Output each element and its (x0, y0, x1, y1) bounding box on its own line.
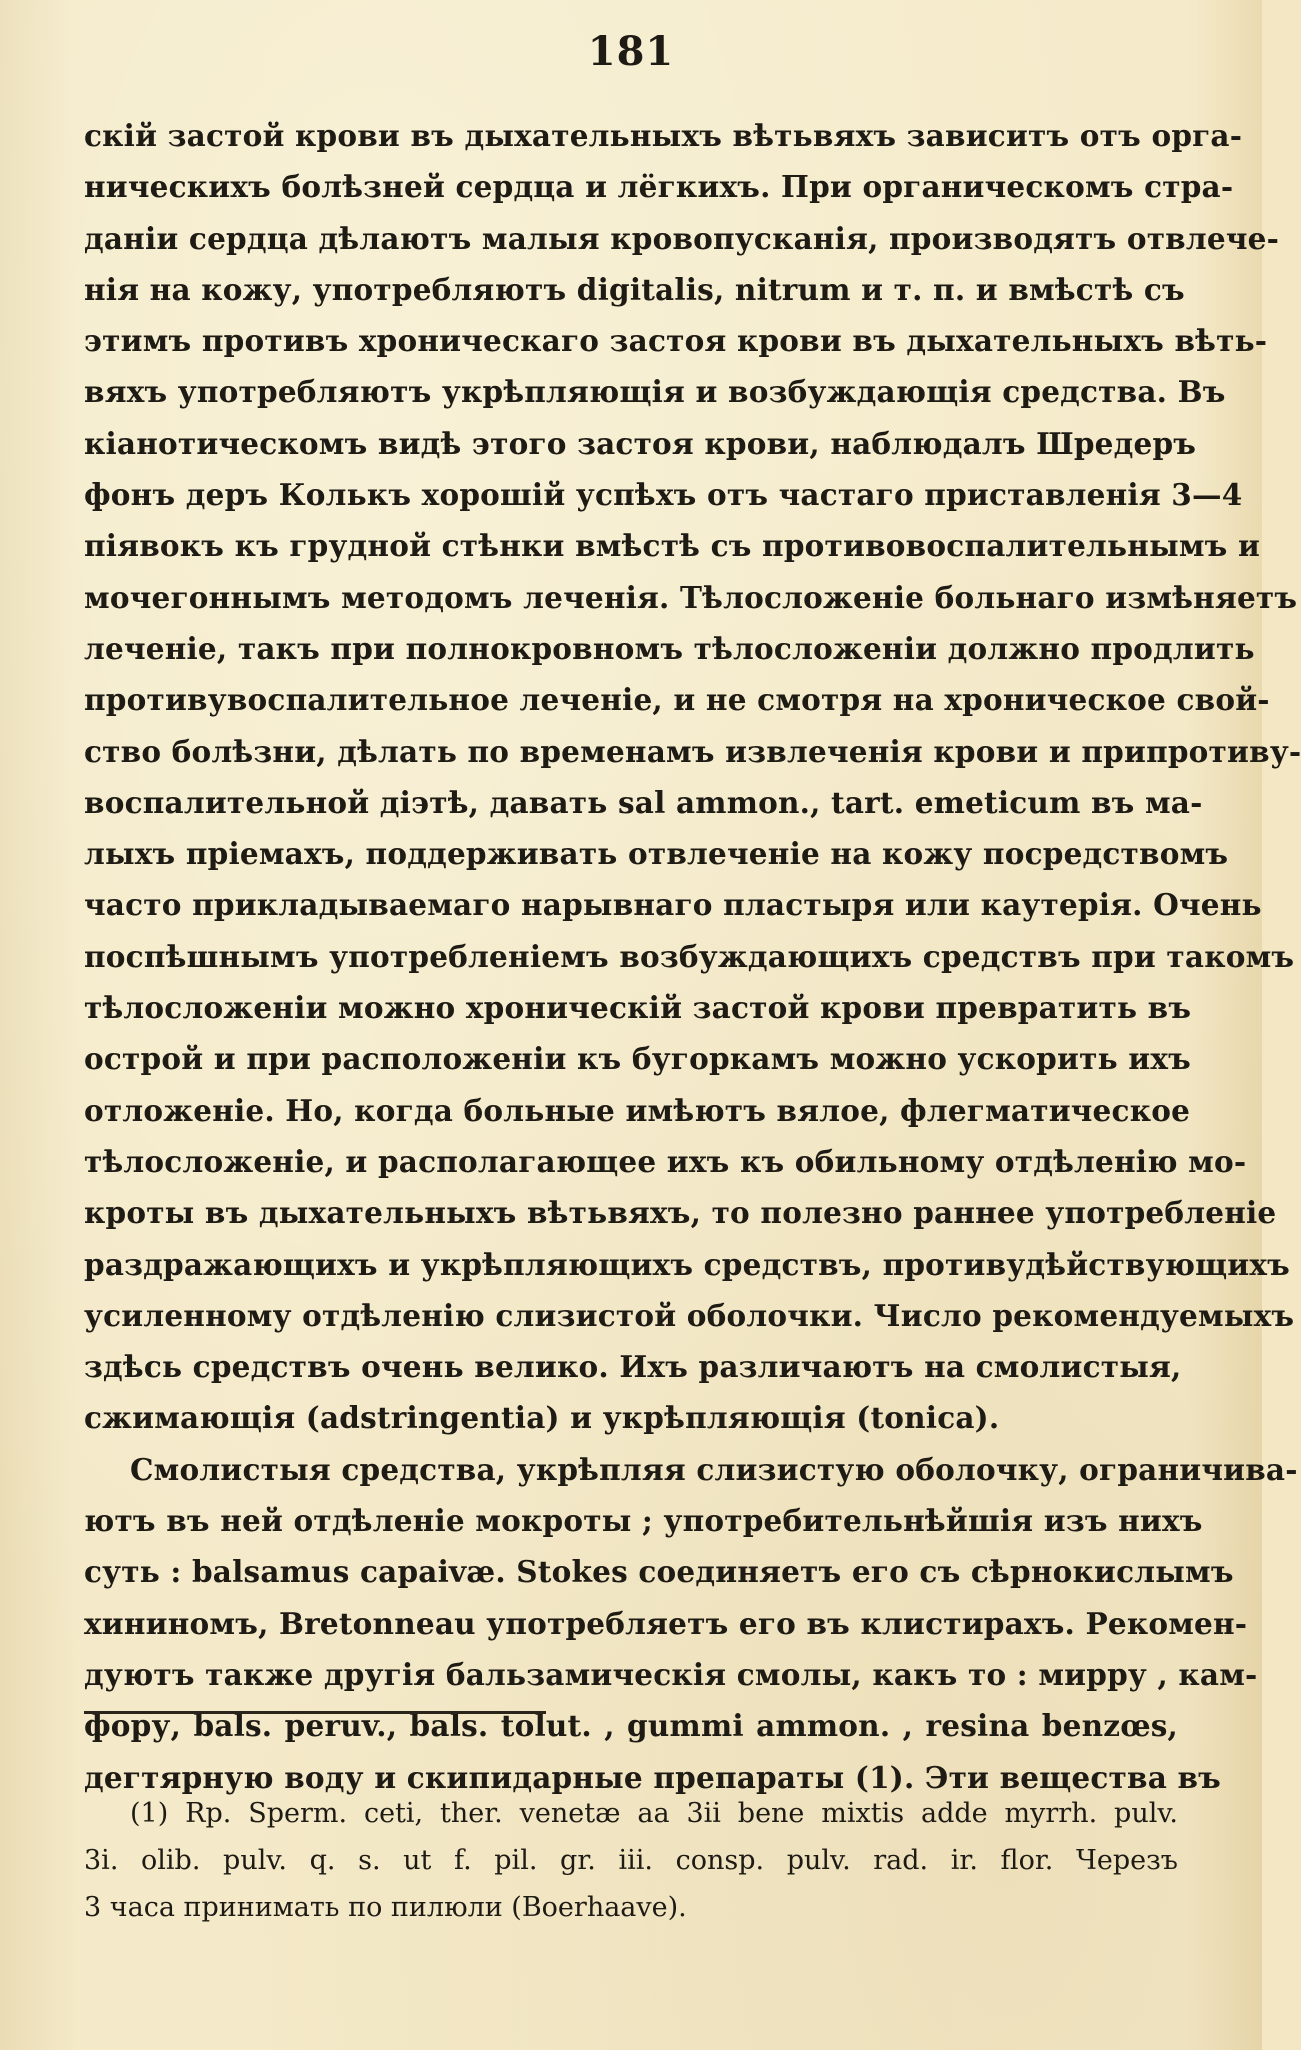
paragraph-start-line: Смолистыя средства, укрѣпляя слизистую оболочку, ограничива- (130, 1451, 1298, 1487)
footnote (84, 1790, 1178, 1931)
text-line: отложеніе. Но, когда больные имѣютъ вялое, флегматическое (84, 1092, 1191, 1128)
text-line: леченіе, такъ при полнокровномъ тѣлосложеніи должно продлить (84, 630, 1255, 666)
text-line: поспѣшнымъ употребленіемъ возбуждающихъ средствъ при такомъ (84, 938, 1295, 974)
footnote-divider (84, 1711, 546, 1714)
text-line: дуютъ также другія бальзамическія смолы, какъ то : мирру , кам- (84, 1656, 1258, 1692)
text-line: дегтярную воду и скипидарные препараты (1). Эти вещества въ (84, 1759, 1222, 1795)
text-line: раздражающихъ и укрѣпляющихъ средствъ, противудѣйствующихъ (84, 1246, 1290, 1282)
text-line: даніи сердца дѣлаютъ малыя кровопусканія, производятъ отвлече- (84, 220, 1280, 256)
footnote-line: 3 часа принимать по пилюли (Boerhaave). (84, 1892, 687, 1923)
page-number: 181 (587, 28, 675, 75)
text-line: суть : balsamus capaivæ. Stokes соединяетъ его съ сѣрнокислымъ (84, 1554, 1234, 1590)
text-line: скій застой крови въ дыхательныхъ вѣтьвяхъ зависитъ отъ орга- (84, 118, 1243, 153)
text-line: этимъ противъ хроническаго застоя крови въ дыхательныхъ вѣть- (84, 323, 1268, 359)
text-line: ютъ въ ней отдѣленіе мокроты ; употребительнѣйшія изъ нихъ (84, 1503, 1203, 1539)
text-line: нія на кожу, употребляютъ digitalis, nitrum и т. п. и вмѣстѣ съ (84, 271, 1185, 307)
text-line: мочегоннымъ методомъ леченія. Тѣлосложеніе больнаго измѣняетъ (84, 579, 1298, 615)
text-line: вяхъ употребляютъ укрѣпляющія и возбуждающія средства. Въ (84, 374, 1226, 410)
main-text (84, 110, 1301, 1803)
footnote-line: 3i. olib. pulv. q. s. ut f. pil. gr. iii. consp. pulv. rad. ir. flor. Черезъ (84, 1845, 1178, 1876)
text-line: здѣсь средствъ очень велико. Ихъ различаютъ на смолистыя, (84, 1349, 1182, 1385)
text-line: кроты въ дыхательныхъ вѣтьвяхъ, то полезно раннее употребленіе (84, 1195, 1277, 1231)
text-line: часто прикладываемаго нарывнаго пластыря или каутерія. Очень (84, 887, 1262, 923)
text-line: сжимающія (adstringentia) и укрѣпляющія (tonica). (84, 1400, 1000, 1436)
text-line: противувоспалительное леченіе, и не смотря на хроническое свой- (84, 682, 1270, 718)
text-line: хининомъ, Bretonneau употребляетъ его въ клистирахъ. Рекомен- (84, 1605, 1248, 1641)
text-line: тѣлосложеніе, и располагающее ихъ къ обильному отдѣленію мо- (84, 1143, 1247, 1179)
text-line: лыхъ пріемахъ, поддерживать отвлеченіе на кожу посредствомъ (84, 836, 1229, 872)
text-line: піявокъ къ грудной стѣнки вмѣстѣ съ противовоспалительнымъ и (84, 528, 1261, 564)
text-line: ническихъ болѣзней сердца и лёгкихъ. При органическомъ стра- (84, 169, 1234, 205)
text-line: кіанотическомъ видѣ этого застоя крови, наблюдалъ Шредеръ (84, 425, 1197, 461)
text-line: острой и при расположеніи къ бугоркамъ можно ускорить ихъ (84, 1041, 1191, 1077)
text-line: ство болѣзни, дѣлать по временамъ извлеченія крови и припротиву- (84, 733, 1301, 769)
text-line: тѣлосложеніи можно хроническій застой крови превратить въ (84, 990, 1192, 1026)
text-line: воспалительной діэтѣ, давать sal ammon., tart. emeticum въ ма- (84, 784, 1203, 820)
footnote-line: (1) Rp. Sperm. ceti, ther. venetæ aa 3ii bene mixtis adde myrrh. pulv. (130, 1798, 1178, 1829)
text-line: усиленному отдѣленію слизистой оболочки. Число рекомендуемыхъ (84, 1297, 1295, 1333)
text-line: фору, bals. peruv., bals. tolut. , gummi ammon. , resina benzœs, (84, 1708, 1178, 1744)
text-line: фонъ деръ Колькъ хорошій успѣхъ отъ частаго приставленія 3—4 (84, 477, 1243, 513)
